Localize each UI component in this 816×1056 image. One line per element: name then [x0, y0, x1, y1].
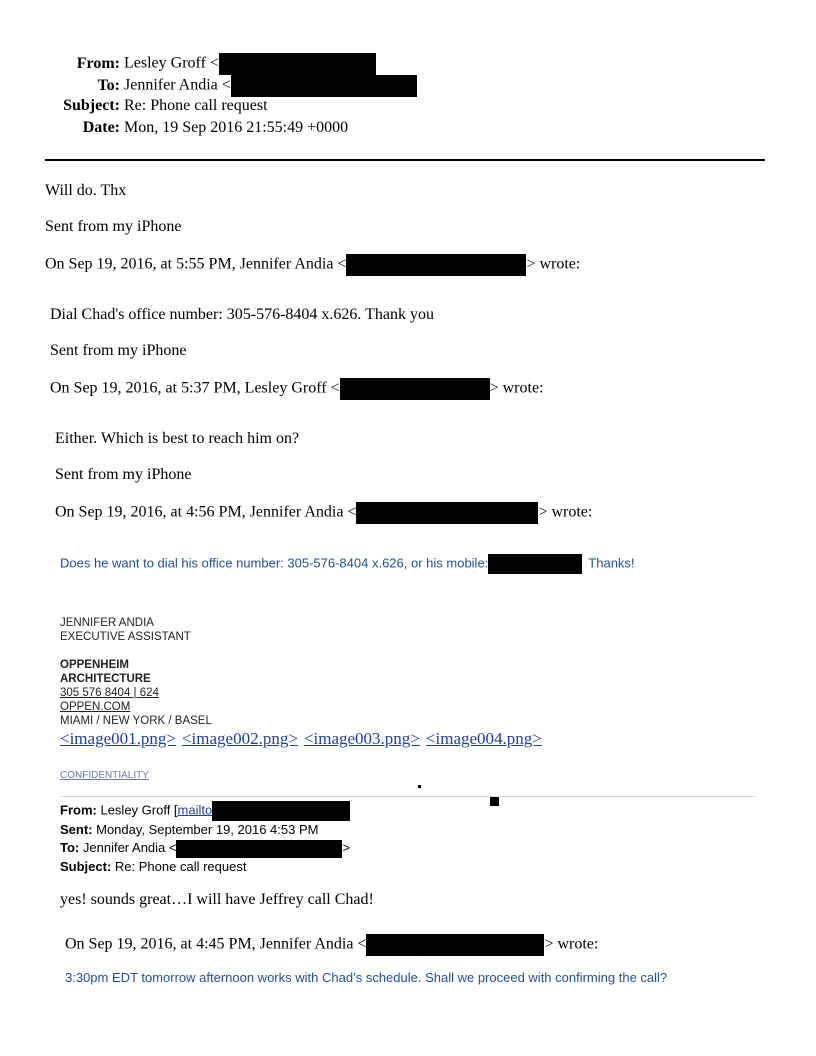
redaction-box — [488, 554, 582, 574]
quoted-header — [60, 801, 350, 876]
redaction-box — [366, 934, 544, 956]
quoted-subject-row — [60, 858, 350, 876]
body-line-2: Sent from my iPhone — [45, 218, 182, 235]
reply2-line-1: Either. Which is best to reach him on? — [55, 430, 300, 447]
redaction-box — [231, 75, 417, 97]
image-attachment-link[interactable]: <image004.png> — [425, 729, 542, 748]
reply1-line-3 — [50, 378, 544, 400]
redaction-box — [212, 801, 350, 821]
image-attachments — [60, 729, 548, 749]
attribution-end: > wrote: — [526, 255, 581, 273]
reply4-line-1: yes! sounds great…I will have Jeffrey call Chad! — [60, 891, 374, 908]
signature-phone-link[interactable]: 305 576 8404 | 624 — [60, 687, 159, 699]
redaction-box — [356, 502, 538, 524]
image-attachment-link[interactable]: <image001.png> — [60, 729, 176, 748]
from-row — [0, 53, 376, 75]
header-divider — [45, 159, 765, 161]
quoted-to-row — [60, 839, 350, 858]
date-row — [0, 119, 348, 137]
quoted-from-label: From: — [60, 802, 97, 818]
confidentiality-row — [60, 765, 149, 783]
date-label: Date: — [82, 119, 120, 136]
to-row — [0, 75, 417, 97]
quoted-to-value: Jennifer Andia < — [82, 840, 177, 855]
quoted-sent-row — [60, 821, 350, 839]
reply2-line-3 — [55, 502, 592, 524]
subject-label: Subject: — [63, 97, 120, 114]
body-line-3 — [45, 254, 580, 276]
signature-title: EXECUTIVE ASSISTANT — [60, 631, 191, 643]
redaction-box — [176, 840, 342, 858]
signature-cities: MIAMI / NEW YORK / BASEL — [60, 715, 212, 727]
signature-block — [60, 616, 212, 728]
attribution-text: On Sep 19, 2016, at 5:37 PM, Lesley Groff < — [50, 379, 340, 397]
confidentiality-link[interactable]: CONFIDENTIALITY — [60, 770, 149, 781]
question-text: Does he want to dial his office number: 305-576-8404 x.626, or his mobile: — [60, 555, 489, 571]
quoted-sent-label: Sent: — [60, 822, 93, 837]
mailto-link[interactable]: mailto — [177, 802, 213, 818]
signature-name: JENNIFER ANDIA — [60, 617, 154, 629]
date-value: Mon, 19 Sep 2016 21:55:49 +0000 — [124, 119, 349, 136]
attribution-text: On Sep 19, 2016, at 4:45 PM, Jennifer Andia < — [65, 935, 367, 953]
signature-website-link[interactable]: OPPEN.COM — [60, 701, 131, 713]
to-label: To: — [97, 76, 120, 94]
from-label: From: — [76, 54, 120, 72]
attribution-end: > wrote: — [544, 935, 599, 953]
signature-company-2: ARCHITECTURE — [60, 673, 151, 685]
quoted-to-close: > — [342, 840, 351, 855]
reply1-line-2: Sent from my iPhone — [50, 342, 187, 359]
from-value: Lesley Groff < — [124, 54, 219, 72]
reply2-line-2: Sent from my iPhone — [55, 466, 192, 483]
attribution-end: > wrote: — [538, 503, 593, 521]
to-value: Jennifer Andia < — [124, 76, 231, 94]
quoted-from-value: Lesley Groff [ — [100, 802, 178, 818]
signature-company-1: OPPENHEIM — [60, 659, 130, 671]
thanks-text: Thanks! — [588, 555, 635, 571]
square-mark — [490, 797, 499, 806]
reply4-line-2 — [65, 934, 598, 956]
reply3-question — [60, 554, 635, 574]
redaction-box — [219, 53, 376, 75]
subject-row — [0, 97, 268, 115]
body-line-1: Will do. Thx — [45, 182, 127, 199]
quoted-from-row — [60, 801, 350, 821]
attribution-end: > wrote: — [489, 379, 544, 397]
quoted-sent-value: Monday, September 19, 2016 4:53 PM — [96, 822, 319, 837]
attribution-text: On Sep 19, 2016, at 4:56 PM, Jennifer Andia < — [55, 503, 357, 521]
quoted-subject-value: Re: Phone call request — [114, 858, 247, 874]
quoted-to-label: To: — [60, 840, 80, 855]
redaction-box — [340, 378, 490, 400]
redaction-box — [346, 254, 526, 276]
dot-mark — [418, 785, 421, 788]
quoted-divider — [60, 796, 755, 797]
reply4-line-3: 3:30pm EDT tomorrow afternoon works with Chad’s schedule. Shall we proceed with confirming the call? — [65, 970, 668, 985]
subject-value: Re: Phone call request — [124, 97, 268, 114]
image-attachment-link[interactable]: <image003.png> — [303, 729, 420, 748]
reply1-line-1: Dial Chad's office number: 305-576-8404 x.626. Thank you — [50, 306, 435, 323]
quoted-subject-label: Subject: — [60, 858, 112, 874]
image-attachment-link[interactable]: <image002.png> — [181, 729, 298, 748]
attribution-text: On Sep 19, 2016, at 5:55 PM, Jennifer Andia < — [45, 255, 347, 273]
